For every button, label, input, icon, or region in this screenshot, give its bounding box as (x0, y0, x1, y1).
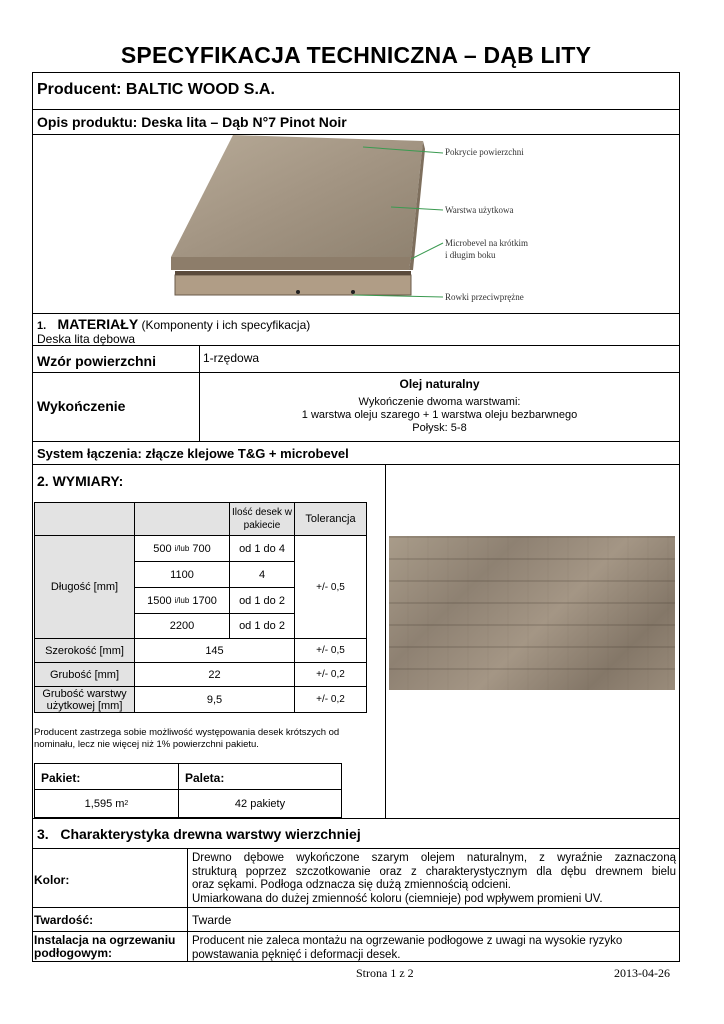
heating-label-line: podłogowym: (34, 946, 112, 960)
joint-system-row (32, 441, 680, 465)
floor-board-diagram (33, 135, 679, 313)
table-corner (34, 502, 135, 536)
length-value: 500 (153, 542, 172, 555)
color-line: strukturą poprzez szczotkowanie oraz z charakterystycznym dla dębu drewnem bielu (192, 865, 676, 878)
oak-floor-photo (389, 536, 675, 690)
pack-value: 1,595 m (84, 797, 125, 810)
product-desc-row (32, 109, 680, 135)
length-cell (134, 561, 230, 588)
divider (187, 907, 188, 932)
divider (187, 848, 188, 908)
page-number: Strona 1 z 2 (356, 966, 414, 980)
heating-row (32, 931, 680, 962)
product-desc: Opis produktu: Deska lita – Dąb N°7 Pinot Noir (37, 114, 347, 130)
width-value: 145 (134, 638, 295, 663)
pack-label: Pakiet: (34, 763, 179, 790)
surface-pattern-value: 1-rzędowa (203, 351, 260, 365)
surface-pattern-row (32, 345, 680, 373)
pack-count: od 1 do 4 (229, 535, 295, 562)
diagram-section (32, 134, 680, 314)
col-pack-header: Ilość desek w pakiecie (229, 502, 295, 536)
hardness-value: Twarde (192, 913, 232, 927)
materials-heading: MATERIAŁY (57, 316, 139, 332)
groove-dot (296, 290, 300, 294)
finish-title: Olej naturalny (399, 377, 480, 391)
finish-row (32, 372, 680, 442)
length-value: 1500 (147, 594, 172, 607)
producer: Producent: BALTIC WOOD S.A. (37, 81, 275, 98)
pack-count: 4 (229, 561, 295, 588)
dimensions-note: Producent zastrzega sobie możliwość występowania desek krótszych od (34, 727, 340, 738)
length-cell (134, 613, 230, 639)
dimensions-note: nominału, lecz nie więcej niż 1% powierzchni pakietu. (34, 739, 259, 750)
producer-row (32, 72, 680, 110)
heating-line: powstawania pęknięć i deformacji desek. (192, 949, 401, 961)
color-label: Kolor: (34, 873, 70, 887)
length-cell (134, 535, 230, 562)
hardness-label: Twardość: (34, 913, 94, 927)
board-groove (175, 271, 411, 275)
dimensions-heading: 2. WYMIARY: (37, 473, 124, 489)
color-line: oraz sękami. Podłoga odznacza się dużą zmiennością odcieni. (192, 879, 511, 891)
length-value: 1700 (192, 594, 217, 607)
thickness-value: 22 (134, 662, 295, 687)
surface-pattern-label: Wzór powierzchni (37, 353, 156, 369)
wear-layer-label-line: użytkowej [mm] (46, 699, 123, 712)
heating-label-line: Instalacja na ogrzewaniu (34, 933, 176, 947)
wear-layer-value: 9,5 (134, 686, 295, 713)
diagram-label: Rowki przeciwprężne (445, 292, 524, 302)
col-tol-header: Tolerancja (294, 502, 367, 536)
color-line: Umiarkowana do dużej zmienność koloru (ciemnieje) pod wpływem promieni UV. (192, 892, 603, 905)
color-line: Drewno dębowe wykończone szarym olejem naturalnym, z wyraźnie zaznaczoną (192, 852, 676, 864)
length-value: 2200 (169, 620, 195, 632)
divider (187, 931, 188, 962)
page-title: SPECYFIKACJA TECHNICZNA – DĄB LITY (120, 42, 592, 68)
width-tolerance: +/- 0,5 (294, 638, 367, 663)
divider (199, 345, 200, 373)
finish-line: Połysk: 5-8 (412, 422, 467, 434)
pallet-value: 42 pakiety (178, 789, 342, 818)
hardness-row (32, 907, 680, 932)
length-sep: i/lub (174, 596, 190, 605)
table-header-empty (134, 502, 230, 536)
finish-label: Wykończenie (37, 398, 126, 414)
pallet-label: Paleta: (178, 763, 342, 790)
board-top-surface (171, 135, 423, 257)
leader-line (411, 243, 443, 259)
joint-system: System łączenia: złącze klejowe T&G + microbevel (37, 446, 349, 461)
board-bottom-layer (175, 275, 411, 295)
length-value: 700 (192, 542, 211, 555)
diagram-label: Warstwa użytkowa (445, 205, 514, 215)
footer-date: 2013-04-26 (614, 966, 670, 980)
pack-value-sup: 2 (124, 800, 129, 807)
pack-count: od 1 do 2 (229, 613, 295, 639)
diagram-label: Microbevel na krótkim (445, 238, 528, 248)
length-tolerance: +/- 0,5 (294, 535, 367, 639)
pack-count: od 1 do 2 (229, 587, 295, 614)
heating-line: Producent nie zaleca montażu na ogrzewanie podłogowe z uwagi na wysokie ryzyko (192, 935, 623, 947)
materials-row (32, 313, 680, 346)
wood-heading-row (32, 818, 680, 849)
color-row (32, 848, 680, 908)
length-value: 1100 (170, 568, 194, 581)
materials-subheading: (Komponenty i ich specyfikacja) (141, 318, 311, 332)
materials-value: Deska lita dębowa (37, 332, 136, 346)
finish-line: Wykończenie dwoma warstwami: (358, 396, 521, 408)
length-cell (134, 587, 230, 614)
diagram-label: Pokrycie powierzchni (445, 147, 524, 157)
wear-layer-label (34, 686, 135, 713)
wood-heading: 3. Charakterystyka drewna warstwy wierzchniej (37, 826, 361, 842)
wear-layer-tolerance: +/- 0,2 (294, 686, 367, 713)
length-label: Długość [mm] (34, 535, 135, 639)
wear-layer-label-line: Grubość warstwy (42, 687, 127, 700)
diagram-label: i długim boku (445, 250, 496, 260)
width-label: Szerokość [mm] (34, 638, 135, 663)
divider (385, 464, 386, 819)
board-front-edge (171, 257, 411, 270)
groove-dot (351, 290, 355, 294)
finish-line: 1 warstwa oleju szarego + 1 warstwa oleju bezbarwnego (301, 409, 578, 421)
pack-value-cell (34, 789, 179, 818)
materials-number: 1. (37, 320, 47, 332)
length-sep: i/lub (174, 544, 190, 553)
thickness-label: Grubość [mm] (34, 662, 135, 687)
thickness-tolerance: +/- 0,2 (294, 662, 367, 687)
